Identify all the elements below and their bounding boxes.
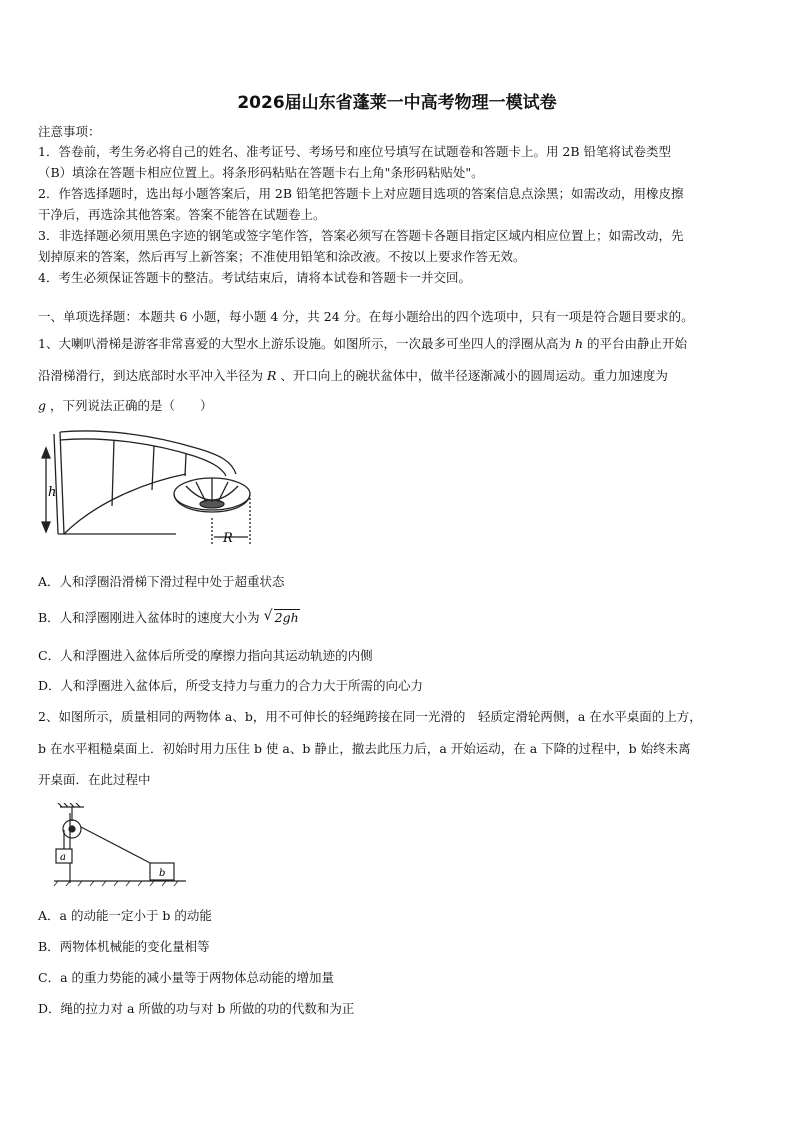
q1-var-h: h xyxy=(574,336,584,351)
fig1-label-R: R xyxy=(223,531,233,546)
notice-line-2: （B）填涂在答题卡相应位置上。将条形码粘贴在答题卡右上角"条形码粘贴处"。 xyxy=(38,165,484,180)
pulley-axle xyxy=(69,826,75,832)
bowl-spoke-2 xyxy=(196,482,206,502)
floor-hatch-1 xyxy=(54,881,58,886)
q2-option-b[interactable]: B．两物体机械能的变化量相等 xyxy=(38,939,210,954)
floor-hatch-8 xyxy=(138,881,142,886)
q1-option-c[interactable]: C．人和浮圈进入盆体后所受的摩擦力指向其运动轨迹的内侧 xyxy=(38,648,373,663)
floor-hatch-3 xyxy=(78,881,82,886)
q2-stem-line-1: 2、如图所示，质量相同的两物体 a、b，用不可伸长的轻绳跨接在同一光滑的 轻质定滑轮两侧，a 在水平桌面的上方， xyxy=(38,709,702,724)
q1-stem-line-2 xyxy=(38,366,668,384)
notice-line-5: 3．非选择题必须用黑色字迹的钢笔或签字笔作答，答案必须写在答题卡各题目指定区域内相应位置上；如需改动，先 xyxy=(38,228,684,243)
q2-option-d[interactable]: D．绳的拉力对 a 所做的功与对 b 所做的功的代数和为正 xyxy=(38,1001,355,1016)
notice-line-6: 划掉原来的答案，然后再写上新答案；不准使用铅笔和涂改液。不按以上要求作答无效。 xyxy=(38,249,526,264)
q2-stem-line-2: b 在水平粗糙桌面上．初始时用力压住 b 使 a、b 静止，撤去此压力后，a 开始运动，在 a 下降的过程中，b 始终未离 xyxy=(38,741,691,756)
q1-stem-2a: 沿滑梯滑行，到达底部时水平冲入半径为 xyxy=(38,368,264,383)
q2-stem-line-3: 开桌面．在此过程中 xyxy=(38,772,151,787)
notice-line-3: 2．作答选择题时，选出每小题答案后，用 2B 铅笔把答题卡上对应题目选项的答案信息点涂黑；如需改动，用橡皮擦 xyxy=(38,186,684,201)
q1-option-b[interactable] xyxy=(38,608,300,626)
section-heading: 一、单项选择题：本题共 6 小题，每小题 4 分，共 24 分。在每小题给出的四个选项中，只有一项是符合题目要求的。 xyxy=(38,309,694,324)
q1-option-a[interactable]: A．人和浮圈沿滑梯下滑过程中处于超重状态 xyxy=(38,574,285,589)
tower-front xyxy=(60,432,64,534)
height-arrow-bottom xyxy=(42,522,50,532)
sqrt-symbol: √ xyxy=(263,608,273,624)
fig1-label-h: h xyxy=(48,485,57,500)
floor-hatch-11 xyxy=(174,881,178,886)
floor-hatch-6 xyxy=(114,881,118,886)
slide-support-curve xyxy=(64,474,186,534)
fig2-label-b: b xyxy=(159,868,166,879)
notice-line-7: 4．考生必须保证答题卡的整洁。考试结束后，请将本试卷和答题卡一并交回。 xyxy=(38,270,471,285)
floor-hatch-9 xyxy=(150,881,154,886)
slide-lower-edge xyxy=(60,439,226,476)
tower-back xyxy=(54,434,58,534)
q1-option-b-text: B．人和浮圈刚进入盆体时的速度大小为 xyxy=(38,610,260,625)
q1-stem-1b: 的平台由静止开始 xyxy=(587,336,688,351)
support-1 xyxy=(112,440,114,506)
q1-option-b-sqrt xyxy=(264,610,300,625)
q1-stem-1a: 1、大喇叭滑梯是游客非常喜爱的大型水上游乐设施。如图所示，一次最多可坐四人的浮圈从高为 xyxy=(38,336,571,351)
q1-stem-line-1 xyxy=(38,334,687,352)
bowl-spoke-3 xyxy=(218,482,228,502)
q2-option-a[interactable]: A．a 的动能一定小于 b 的动能 xyxy=(38,908,212,923)
q1-stem-line-3 xyxy=(38,396,213,414)
floor-hatch-4 xyxy=(90,881,94,886)
q1-stem-3b: ，下列说法正确的是（ ） xyxy=(50,398,213,413)
page-title: 2026届山东省蓬莱一中高考物理一模试卷 xyxy=(237,93,557,113)
notice-heading: 注意事项： xyxy=(38,124,101,139)
q1-var-R: R xyxy=(267,368,277,383)
notice-line-1: 1．答卷前，考生务必将自己的姓名、准考证号、考场号和座位号填写在试题卷和答题卡上。用 2B 铅笔将试卷类型 xyxy=(38,144,672,159)
floor-hatch-10 xyxy=(162,881,166,886)
support-3 xyxy=(185,454,186,476)
q1-var-g: g xyxy=(38,398,47,413)
floor-hatch-2 xyxy=(66,881,70,886)
rope-to-b xyxy=(81,827,154,865)
floor-hatch-5 xyxy=(102,881,106,886)
floor-hatch-7 xyxy=(126,881,130,886)
height-arrow-top xyxy=(42,448,50,458)
slide-top-edge xyxy=(60,431,236,474)
q1-option-b-math: 2gh xyxy=(274,610,299,625)
pulley-figure xyxy=(50,803,190,889)
q2-option-c[interactable]: C．a 的重力势能的减小量等于两物体总动能的增加量 xyxy=(38,970,334,985)
fig2-label-a: a xyxy=(60,852,66,863)
notice-line-4: 干净后，再选涂其他答案。答案不能答在试题卷上。 xyxy=(38,207,326,222)
water-slide-figure xyxy=(36,422,266,550)
q1-stem-2b: 、开口向上的碗状盆体中，做半径逐渐减小的圆周运动。重力加速度为 xyxy=(280,368,668,383)
q1-option-d[interactable]: D．人和浮圈进入盆体后，所受支持力与重力的合力大于所需的向心力 xyxy=(38,678,424,693)
support-2 xyxy=(152,446,154,490)
